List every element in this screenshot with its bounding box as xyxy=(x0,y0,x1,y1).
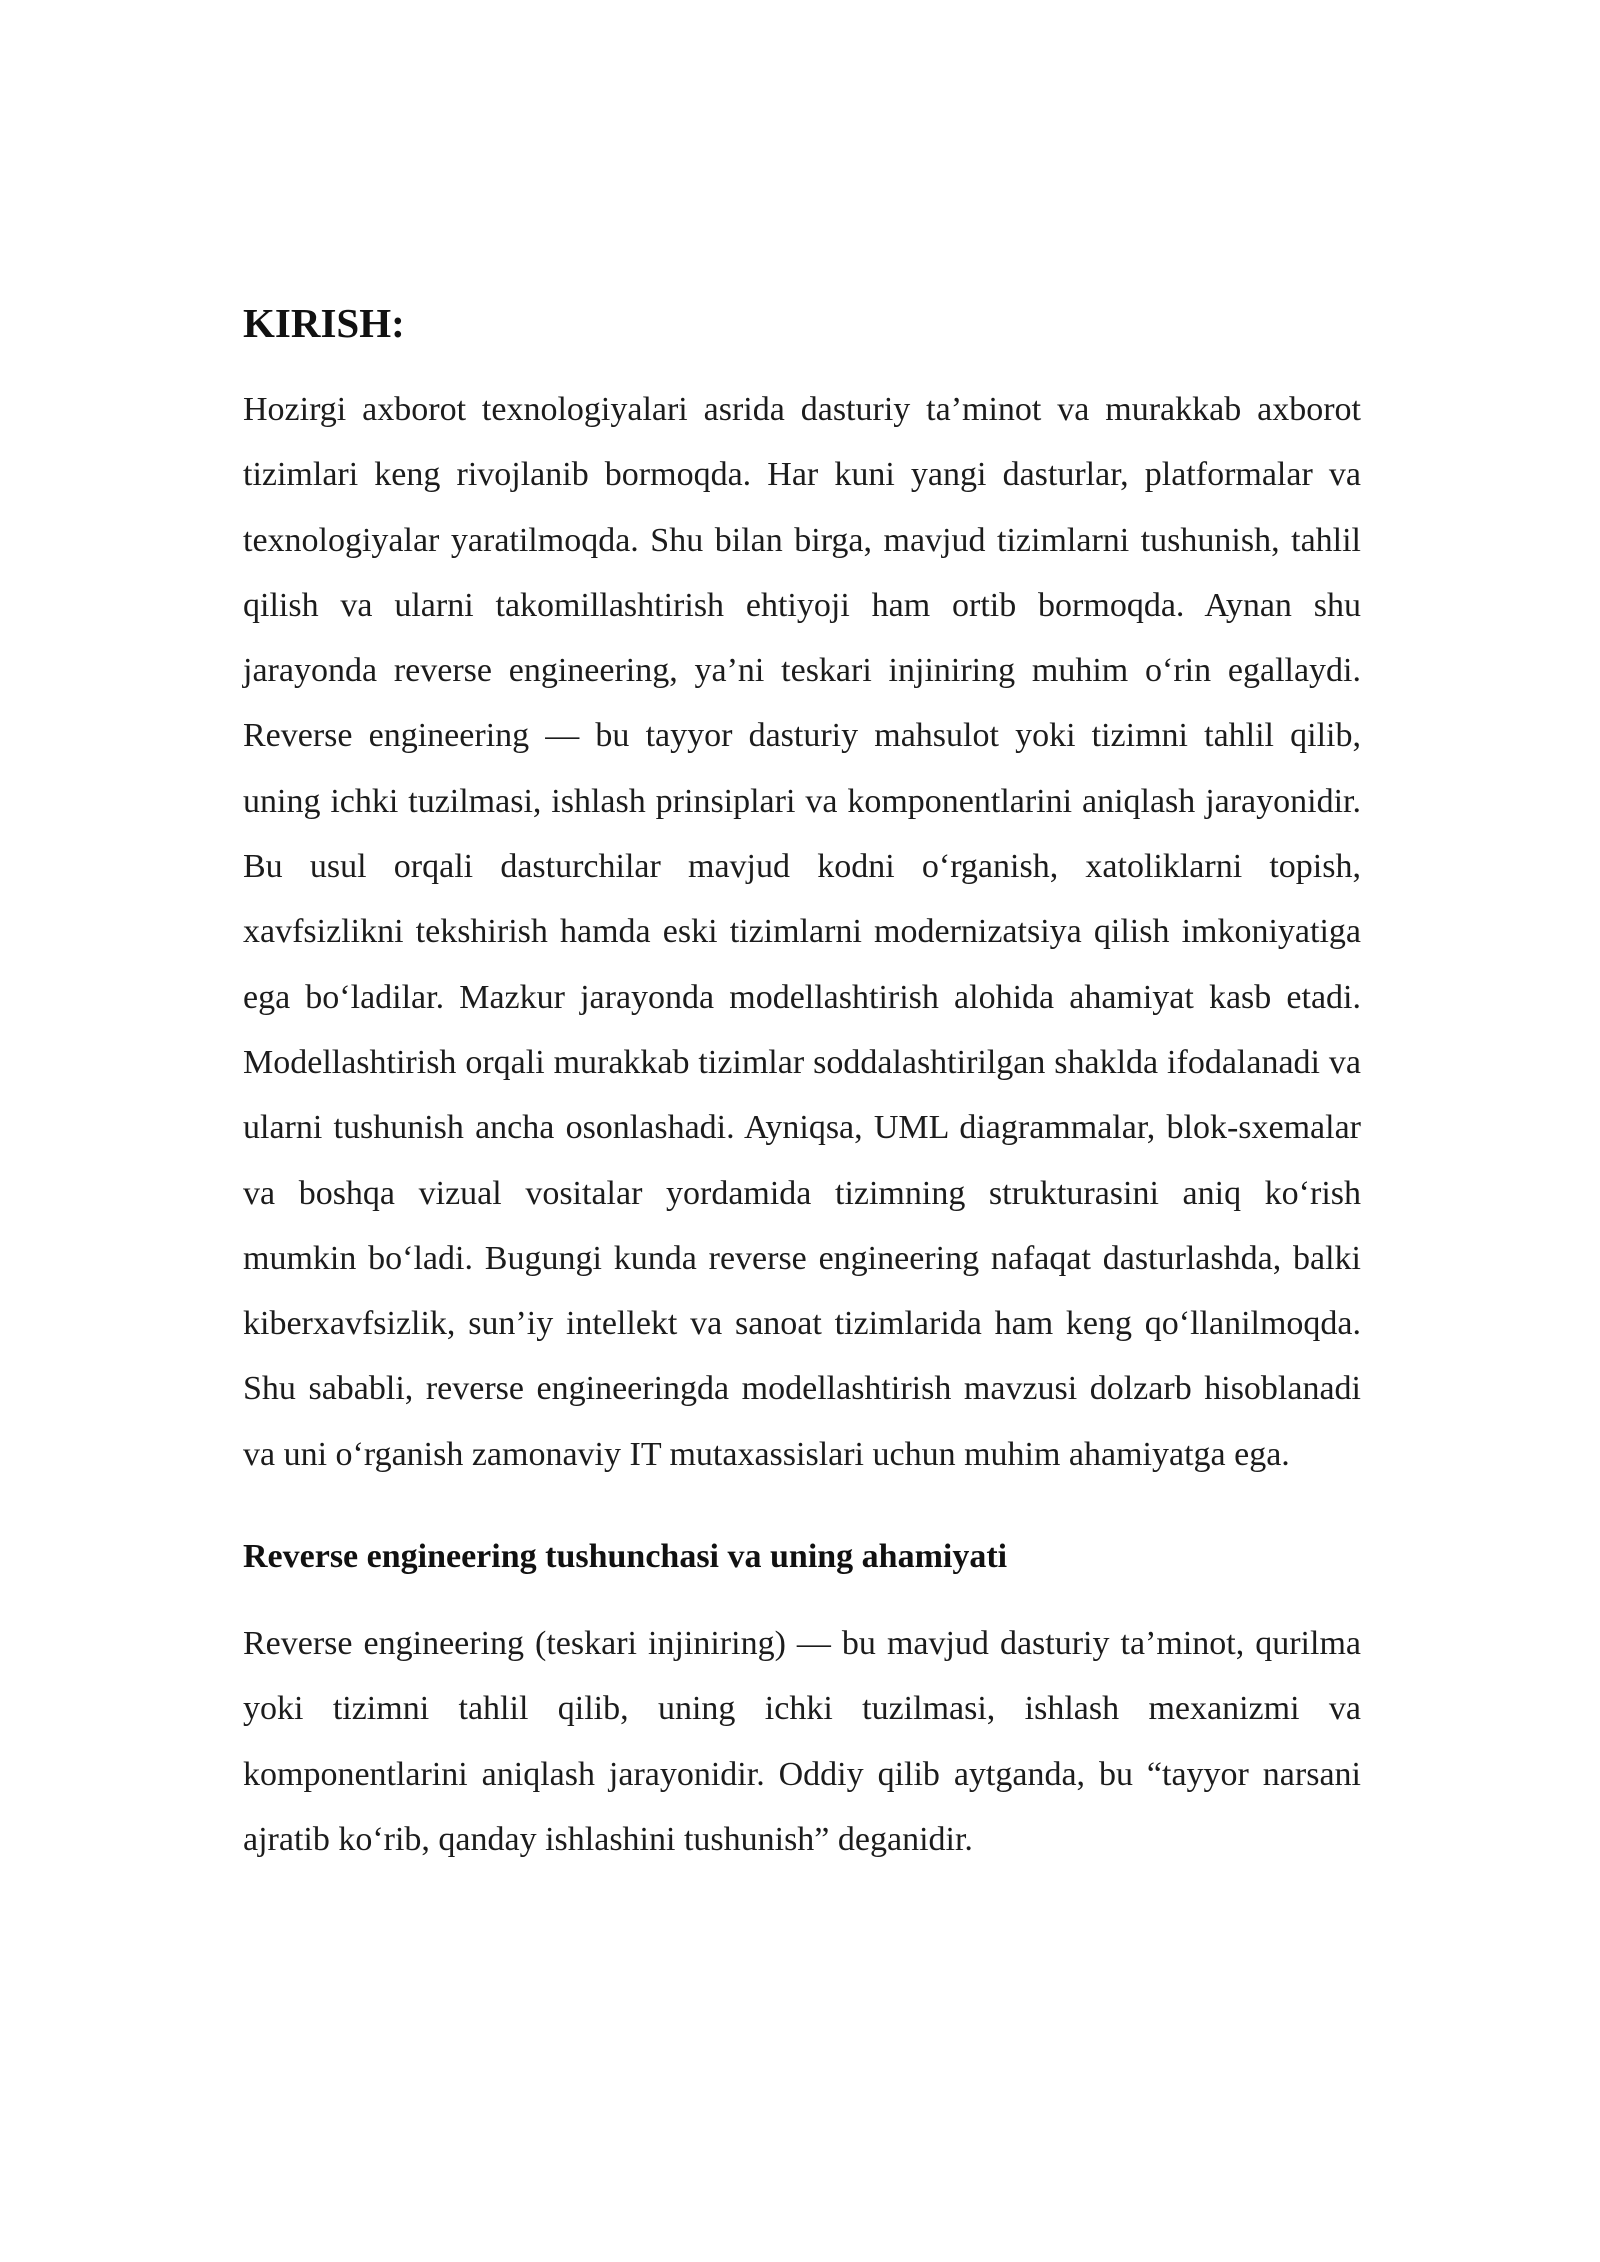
intro-paragraph: Hozirgi axborot texnologiyalari asrida dasturiy ta’minot va murakkab axborot tizimlari keng rivojlanib bormoqda. Har kuni yangi dasturlar, platformalar va texnologiyalar yaratilmoqda. Shu bilan birga, mavjud tizimlarni tushunish, tahlil qilish va ularni takomillashtirish ehtiyoji ham ortib bormoqda. Aynan shu jarayonda reverse engineering, ya’ni teskari injiniring muhim o‘rin egallaydi. Reverse engineering — bu tayyor dasturiy mahsulot yoki tizimni tahlil qilib, uning ichki tuzilmasi, ishlash prinsiplari va komponentlarini aniqlash jarayonidir. Bu usul orqali dasturchilar mavjud kodni o‘rganish, xatoliklarni topish, xavfsizlikni tekshirish hamda eski tizimlarni modernizatsiya qilish imkoniyatiga ega bo‘ladilar. Mazkur jarayonda modellashtirish alohida ahamiyat kasb etadi. Modellashtirish orqali murakkab tizimlar soddalashtirilgan shaklda ifodalanadi va ularni tushunish ancha osonlashadi. Ayniqsa, UML diagrammalar, blok-sxemalar va boshqa vizual vositalar yordamida tizimning strukturasini aniq ko‘rish mumkin bo‘ladi. Bugungi kunda reverse engineering nafaqat dasturlashda, balki kiberxavfsizlik, sun’iy intellekt va sanoat tizimlarida ham keng qo‘llanilmoqda. Shu sababli, reverse engineeringda modellashtirish mavzusi dolzarb hisoblanadi va uni o‘rganish zamonaviy IT mutaxassislari uchun muhim ahamiyatga ega. xyxy=(243,391,1361,1473)
intro-heading: KIRISH: xyxy=(243,300,405,346)
section-heading: Reverse engineering tushunchasi va uning ahamiyati xyxy=(243,1538,1008,1576)
document-body xyxy=(243,295,1361,1872)
section-paragraph: Reverse engineering (teskari injiniring) — bu mavjud dasturiy ta’minot, qurilma yoki tizimni tahlil qilib, uning ichki tuzilmasi, ishlash mexanizmi va komponentlarini aniqlash jarayonidir. Oddiy qilib aytganda, bu “tayyor narsani ajratib ko‘rib, qanday ishlashini tushunish” deganidir. xyxy=(243,1625,1361,1858)
